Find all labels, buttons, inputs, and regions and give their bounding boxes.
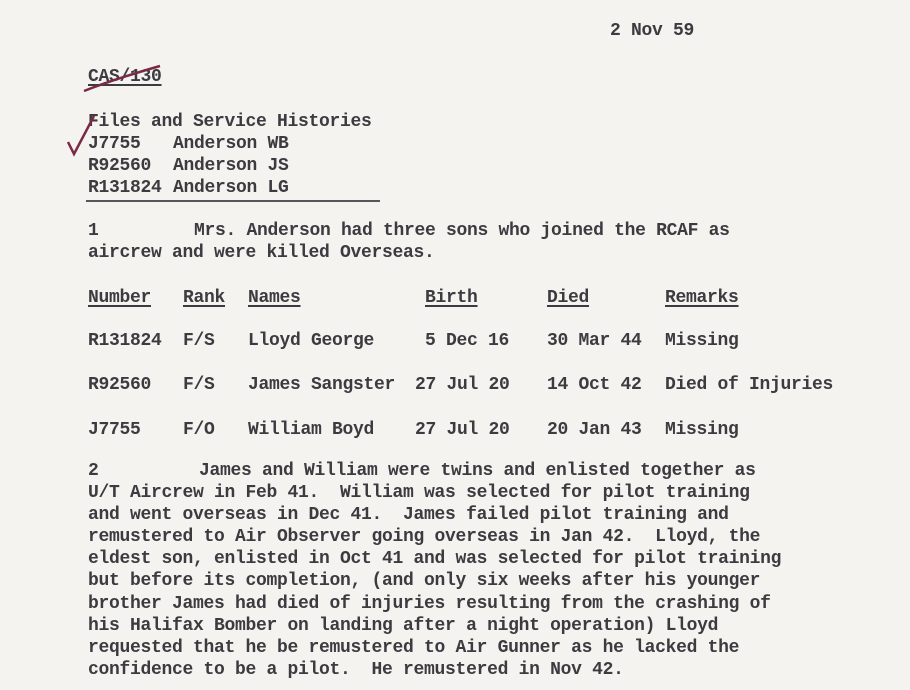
paragraph-line: remustered to Air Observer going overseas in Jan 42. Lloyd, the [88,527,761,547]
cell-name: Lloyd George [248,331,375,351]
header-remarks: Remarks [665,288,739,308]
paragraph-line: his Halifax Bomber on landing after a night operation) Lloyd [88,616,719,636]
cell-rank: F/S [183,375,215,395]
paragraph-line: and went overseas in Dec 41. James failed pilot training and [88,505,729,525]
cell-birth: 5 Dec 16 [425,331,510,351]
paragraph-line: confidence to be a pilot. He remustered in Nov 42. [88,660,624,680]
cell-number: R131824 [88,331,162,351]
paragraph-line: eldest son, enlisted in Oct 41 and was selected for pilot training [88,549,782,569]
paragraph-line: but before its completion, (and only six weeks after his younger [88,571,761,591]
file-reference: CAS/130 [88,67,162,87]
underline-divider [86,200,380,202]
header-number: Number [88,288,152,308]
file-name: Anderson JS [173,156,289,176]
cell-rank: F/O [183,420,215,440]
header-died: Died [547,288,590,308]
file-number: R131824 [88,178,162,198]
cell-died: 14 Oct 42 [547,375,642,395]
file-number: R92560 [88,156,152,176]
paragraph-line: aircrew and were killed Overseas. [88,243,435,263]
cell-name: James Sangster [248,375,396,395]
paragraph-line: brother James had died of injuries resulting from the crashing of [88,594,771,614]
header-names: Names [248,288,301,308]
cell-remarks: Missing [665,331,739,351]
document-date: 2 Nov 59 [610,21,695,41]
cell-remarks: Missing [665,420,739,440]
file-number: J7755 [88,134,141,154]
cell-name: William Boyd [248,420,375,440]
cell-number: J7755 [88,420,141,440]
cell-died: 30 Mar 44 [547,331,642,351]
paragraph-number: 2 [88,461,99,481]
cell-birth: 27 Jul 20 [415,375,510,395]
cell-birth: 27 Jul 20 [415,420,510,440]
cell-remarks: Died of Injuries [665,375,834,395]
cell-number: R92560 [88,375,152,395]
strikethrough-mark [82,64,162,94]
paragraph-line: Mrs. Anderson had three sons who joined the RCAF as [194,221,730,241]
subject-title: Files and Service Histories [88,112,372,132]
file-name: Anderson WB [173,134,289,154]
paragraph-line: requested that he be remustered to Air Gunner as he lacked the [88,638,740,658]
paragraph-line: U/T Aircrew in Feb 41. William was selected for pilot training [88,483,750,503]
paragraph-line: James and William were twins and enlisted together as [199,461,756,481]
header-rank: Rank [183,288,226,308]
cell-died: 20 Jan 43 [547,420,642,440]
paragraph-number: 1 [88,221,99,241]
header-birth: Birth [425,288,478,308]
cell-rank: F/S [183,331,215,351]
file-name: Anderson LG [173,178,289,198]
